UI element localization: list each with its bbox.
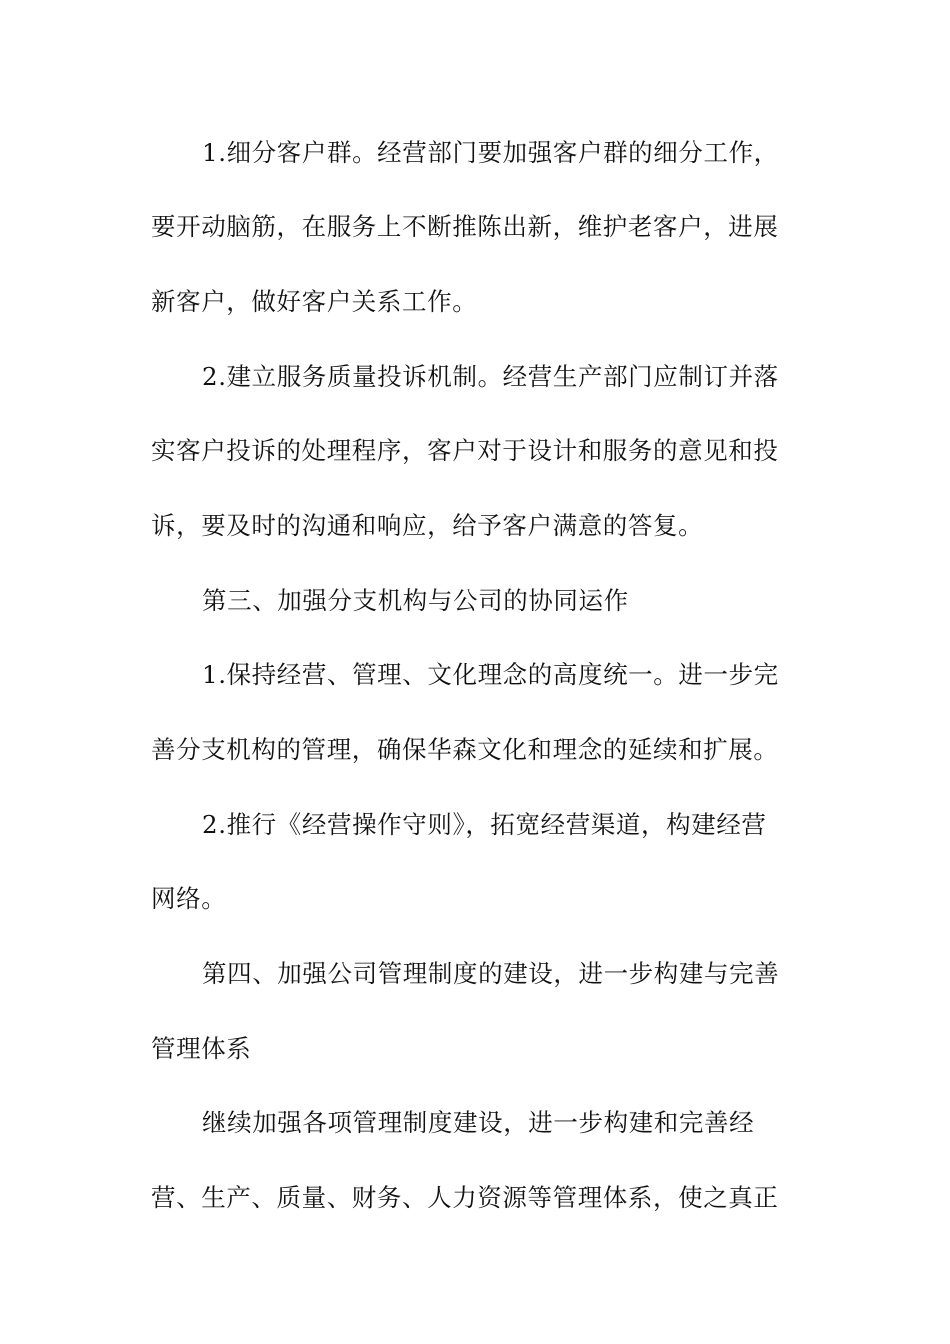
- text-line-10: 2.推行《经营操作守则》，拓宽经营渠道，构建经营: [202, 810, 767, 839]
- section-heading-4: 第四、加强公司管理制度的建设，进一步构建与完善: [202, 959, 780, 988]
- text-line-1: 1.细分客户群。经营部门要加强客户群的细分工作，: [202, 138, 779, 167]
- text-line-11: 网络。: [151, 884, 227, 913]
- text-line-5: 实客户投诉的处理程序，客户对于设计和服务的意见和投: [151, 436, 779, 465]
- text-line-14: 继续加强各项管理制度建设，进一步构建和完善经: [202, 1108, 755, 1137]
- text-line-15: 营、生产、质量、财务、人力资源等管理体系，使之真正: [151, 1183, 779, 1212]
- text-line-3: 新客户，做好客户关系工作。: [151, 287, 478, 316]
- section-heading-4-cont: 管理体系: [151, 1034, 252, 1063]
- text-line-2: 要开动脑筋，在服务上不断推陈出新，维护老客户，进展: [151, 212, 779, 241]
- section-heading-3: 第三、加强分支机构与公司的协同运作: [202, 586, 629, 615]
- text-line-4: 2.建立服务质量投诉机制。经营生产部门应制订并落: [202, 362, 779, 391]
- text-line-9: 善分支机构的管理，确保华森文化和理念的延续和扩展。: [151, 735, 779, 764]
- text-line-8: 1.保持经营、管理、文化理念的高度统一。进一步完: [202, 660, 779, 689]
- text-line-6: 诉，要及时的沟通和响应，给予客户满意的答复。: [151, 511, 704, 540]
